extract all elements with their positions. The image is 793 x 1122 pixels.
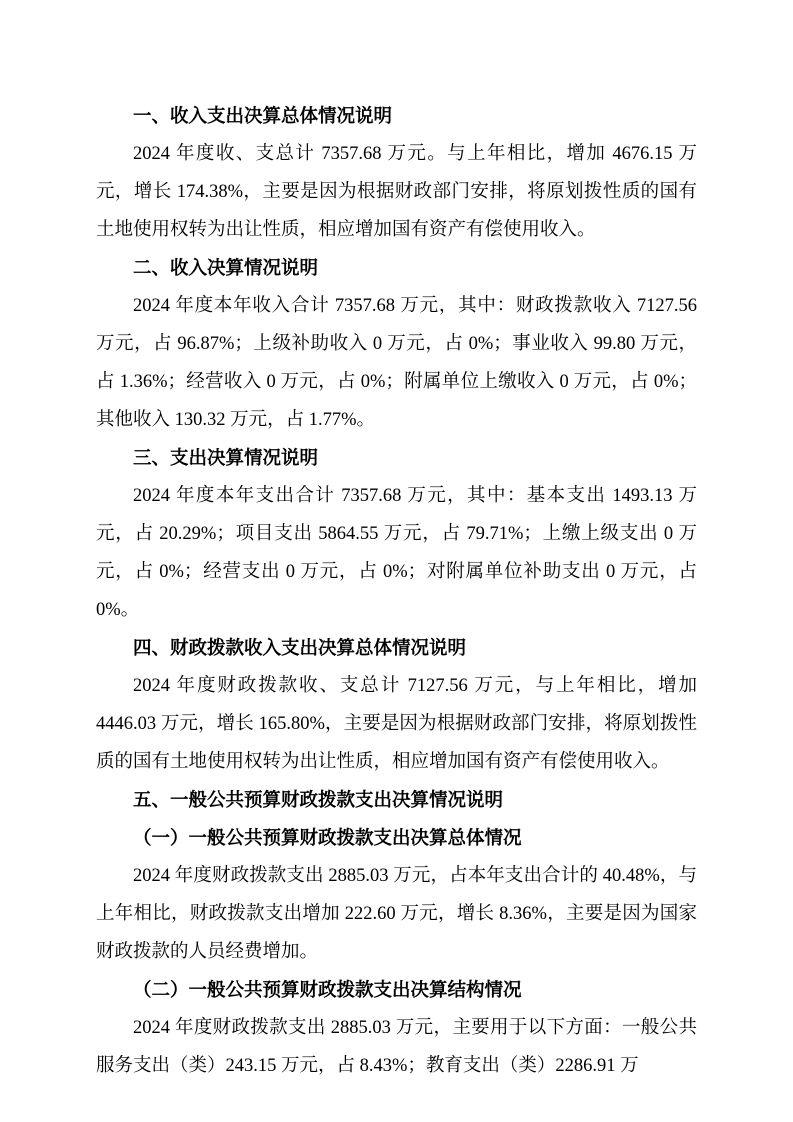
paragraph: 2024 年度财政拨款收、支总计 7127.56 万元，与上年相比，增加 4446.03 万元，增长 165.80%，主要是因为根据财政部门安排，将原划拨性质的国有土地使用权转为出让性质，相应增加国有资产有偿使用收入。 [96,676,697,772]
section-heading: 五、一般公共预算财政拨款支出决算情况说明 [133,789,504,810]
section-heading: （一）一般公共预算财政拨款支出决算总体情况 [133,827,522,848]
section-heading: 二、收入决算情况说明 [133,257,319,278]
paragraph: 2024 年度收、支总计 7357.68 万元。与上年相比，增加 4676.15 万元，增长 174.38%，主要是因为根据财政部门安排，将原划拨性质的国有土地使用权转为出让性质，相应增加国有资产有偿使用收入。 [96,144,697,240]
paragraph: 2024 年度本年收入合计 7357.68 万元，其中：财政拨款收入 7127.56 万元，占 96.87%；上级补助收入 0 万元，占 0%；事业收入 99.80 万元，占 1.36%；经营收入 0 万元，占 0%；附属单位上缴收入 0 万元，占 0%；其他收入 130.32 万元，占 1.77%。 [96,296,697,430]
section-heading: 四、财政拨款收入支出决算总体情况说明 [133,637,467,658]
paragraph: 2024 年度本年支出合计 7357.68 万元，其中：基本支出 1493.13 万元，占 20.29%；项目支出 5864.55 万元，占 79.71%；上缴上级支出 0 万元，占 0%；经营支出 0 万元，占 0%；对附属单位补助支出 0 万元，占 0%。 [96,486,697,620]
paragraph: 2024 年度财政拨款支出 2885.03 万元，占本年支出合计的 40.48%，与上年相比，财政拨款支出增加 222.60 万元，增长 8.36%，主要是因为国家财政拨款的人员经费增加。 [96,866,697,962]
paragraph: 2024 年度财政拨款支出 2885.03 万元，主要用于以下方面：一般公共服务支出（类）243.15 万元，占 8.43%；教育支出（类）2286.91 万 [96,1018,697,1076]
document-content [96,97,697,1085]
section-heading: 三、支出决算情况说明 [133,447,319,468]
section-heading: （二）一般公共预算财政拨款支出决算结构情况 [133,979,522,1000]
section-heading: 一、收入支出决算总体情况说明 [133,105,393,126]
